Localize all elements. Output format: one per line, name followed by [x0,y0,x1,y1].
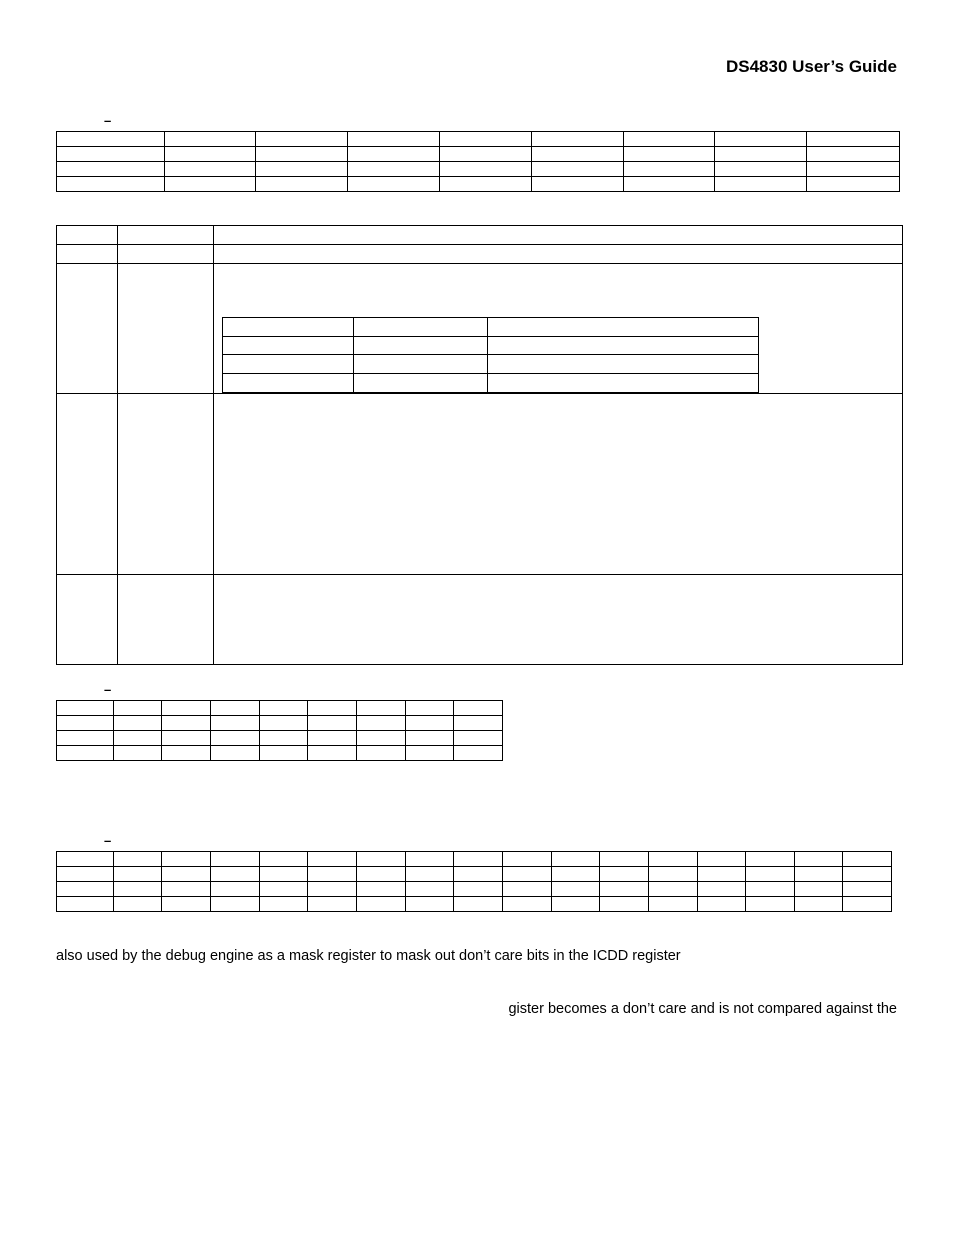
page-header-title: DS4830 User’s Guide [725,57,897,76]
paragraph-line-1: also used by the debug engine as a mask register to mask out don’t care bits in the ICDD register [56,948,681,964]
bit-description-table [56,225,903,665]
register-bit-table-2 [56,700,503,761]
register-bit-table-3 [56,851,892,912]
nested-value-table [222,317,759,393]
register-title-dash-2: – [104,682,112,697]
register-title-dash-3: – [104,833,112,848]
register-bit-table-1 [56,131,900,192]
register-title-dash-1: – [104,113,112,128]
paragraph-line-2: gister becomes a don’t care and is not compared against the [508,1001,897,1017]
